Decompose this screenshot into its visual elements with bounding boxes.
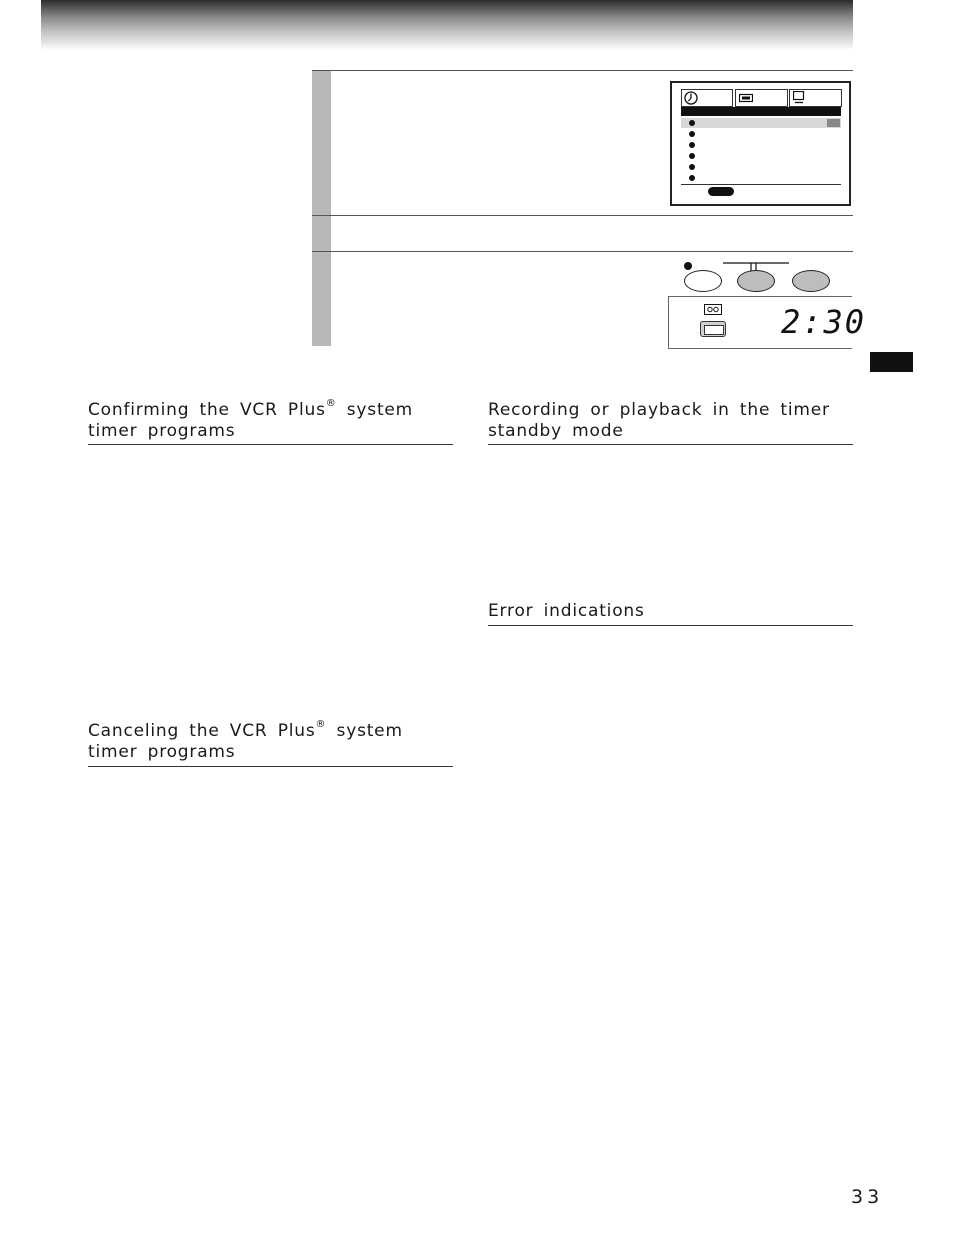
menu-bullet [689,164,695,170]
heading-error-rule [488,625,853,626]
menu-footer-button [708,187,734,196]
step-2-bar [312,216,331,251]
menu-bullet [689,131,695,137]
step-divider-2 [312,251,853,252]
menu-selection-marker [827,119,840,127]
record-dot-icon [684,262,692,270]
heading-confirming-rule [88,444,453,445]
step-3-bar [312,252,331,346]
tv-icon [793,91,805,104]
remote-buttons-illustration [668,256,853,294]
vcr-display-panel [668,296,867,349]
channel-button [737,270,775,292]
clock-icon [684,91,698,105]
menu-bullet [689,175,695,181]
clock-display: 2:30 [781,303,867,341]
tape-icon [739,93,753,103]
heading-recording-rule [488,444,853,445]
heading-error: Error indications [488,601,645,621]
heading-canceling: Canceling the VCR Plus® system timer programs [88,719,403,762]
heading-canceling-rule [88,766,453,767]
heading-recording: Recording or playback in the timer standby mode [488,400,830,441]
step-table-top-rule [312,70,853,71]
menu-selected-row [681,118,841,128]
step-1-bar [312,71,331,215]
menu-footer-rule [681,184,841,185]
menu-bullet [689,153,695,159]
tape-indicator [700,321,726,337]
tv-tab [789,89,842,107]
heading-confirming: Confirming the VCR Plus® system timer programs [88,398,414,441]
timer-button [792,270,830,292]
record-button [684,270,722,292]
menu-bullet [689,142,695,148]
menu-bullet [689,120,695,126]
page-number: 33 [851,1186,884,1208]
header-band [41,0,853,50]
section-tab [870,352,913,372]
tape-tab [735,89,788,107]
cassette-icon [704,304,722,315]
tv-menu-illustration [670,81,851,206]
menu-title-bar [681,107,841,116]
step-divider-1 [312,215,853,216]
clock-tab [681,89,733,107]
